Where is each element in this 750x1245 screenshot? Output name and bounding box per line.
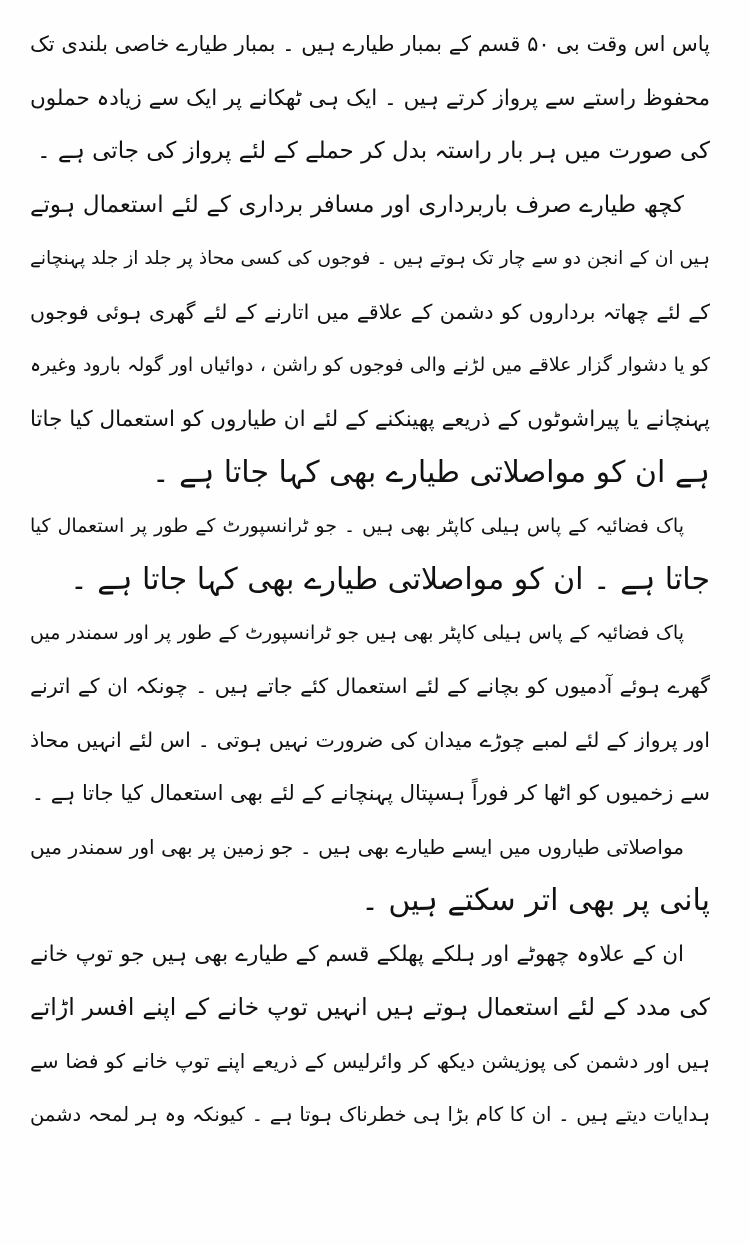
text-line: پہنچانے یا پیراشوٹوں کے ذریعے پھینکنے کے لئے ان طیاروں کو استعمال کیا جاتا xyxy=(30,406,710,432)
text-line: کو یا دشوار گزار علاقے میں لڑنے والی فوجوں کو راشن ، دوائیاں اور گولہ بارود وغیرہ xyxy=(30,354,710,376)
text-line: سے زخمیوں کو اٹھا کر فوراً ہسپتال پہنچانے کے لئے بھی استعمال کیا جاتا ہے ۔ xyxy=(31,781,710,805)
paragraph-first-line: ان کے علاوہ چھوٹے اور ہلکے پھلکے قسم کے طیارے بھی ہیں جو توپ خانے xyxy=(30,941,684,967)
text-line: پانی پر بھی اتر سکتے ہیں ۔ xyxy=(361,883,710,918)
text-line: جاتا ہے ۔ ان کو مواصلاتی طیارے بھی کہا جاتا ہے ۔ xyxy=(70,562,710,597)
text-line: ہیں اور دشمن کی پوزیشن دیکھ کر وائرلیس کے ذریعے اپنے توپ خانے کو فضا سے xyxy=(30,1048,710,1073)
text-line: کے لئے چھاتہ برداروں کو دشمن کے علاقے میں اتارنے کے لئے گھری ہوئی فوجوں xyxy=(30,299,710,324)
text-line: پاس اس وقت بی ۵۰ قسم کے بمبار طیارے ہیں ۔ بمبار طیارے خاصی بلندی تک xyxy=(30,32,710,56)
paragraph-first-line: پاک فضائیہ کے پاس ہیلی کاپٹر بھی ہیں ۔ جو ٹرانسپورٹ کے طور پر استعمال کیا xyxy=(30,514,684,537)
text-line: ہیں ان کے انجن دو سے چار تک ہوتے ہیں ۔ فوجوں کی کسی محاذ پر جلد از جلد پہنچانے xyxy=(30,248,710,269)
text-line: کی مدد کے لئے استعمال ہوتے ہیں انہیں توپ خانے کے اپنے افسر اڑاتے xyxy=(30,993,710,1021)
text-line: ہدایات دیتے ہیں ۔ ان کا کام بڑا ہی خطرناک ہوتا ہے ۔ کیونکہ وہ ہر لمحہ دشمن xyxy=(30,1103,710,1126)
text-line: اور پرواز کے لئے لمبے چوڑے میدان کی ضرورت نہیں ہوتی ۔ اس لئے انہیں محاذ xyxy=(30,727,710,752)
paragraph-first-line: مواصلاتی طیاروں میں ایسے طیارے بھی ہیں ۔ جو زمین پر بھی اور سمندر میں xyxy=(30,834,684,859)
paragraph-first-line: کچھ طیارے صرف باربرداری اور مسافر برداری کے لئے استعمال ہوتے xyxy=(30,191,684,218)
text-line: گھرے ہوئے آدمیوں کو بچانے کے لئے استعمال کئے جاتے ہیں ۔ چونکہ ان کے اترنے xyxy=(30,674,710,698)
text-line: ہے ان کو مواصلاتی طیارے بھی کہا جاتا ہے ۔ xyxy=(152,455,710,490)
text-line: کی صورت میں ہر بار راستہ بدل کر حملے کے لئے پرواز کی جاتی ہے ۔ xyxy=(37,138,710,164)
text-line: محفوظ راستے سے پرواز کرتے ہیں ۔ ایک ہی ٹھکانے پر ایک سے زیادہ حملوں xyxy=(30,85,710,111)
paragraph-first-line: پاک فضائیہ کے پاس ہیلی کاپٹر بھی ہیں جو ٹرانسپورٹ کے طور پر اور سمندر میں xyxy=(30,621,684,644)
